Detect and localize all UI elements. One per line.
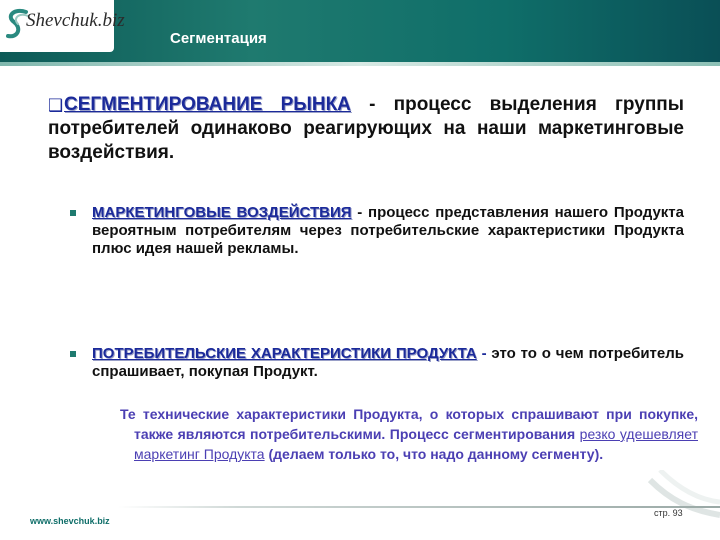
bullet-term: ПОТРЕБИТЕЛЬСКИЕ ХАРАКТЕРИСТИКИ ПРОДУКТА [92,345,477,362]
definition-paragraph [48,93,684,165]
bullet-text: это то о чем потребитель спрашивает, покупая Продукт. [92,345,684,380]
definition-text: - процесс выделения группы потребителей одинаково реагирующих на наши маркетинговые воздействия. [48,94,684,163]
logo[interactable] [0,0,125,52]
note-text-end: (делаем только то, что надо данному сегменту). [264,446,604,462]
corner-decoration-icon [630,470,720,540]
footer-url[interactable]: www.shevchuk.biz [30,516,110,526]
note-paragraph [120,404,698,464]
checkbox-bullet-icon: ❑ [48,96,64,115]
slide-title: Сегментация [170,30,267,47]
note-link[interactable]: резко удешевляет маркетинг Продукта [134,426,698,462]
logo-text: Shevchuk.biz [26,10,125,31]
bullet-text: процесс представления нашего Продукта вероятным потребителям через потребительские характеристики Продукта плюс идея нашей рекламы. [92,204,684,257]
bullet-marketing-impact [92,204,684,258]
bullet-dash: - [476,345,492,362]
bullet-dash: - [351,204,369,221]
note-text: Те технические характеристики Продукта, о которых спрашивают при покупке, также являются потребительскими. Процесс сегментирования [120,406,698,442]
header-stripe [0,62,720,66]
page-number: стр. 93 [654,508,683,518]
square-bullet-icon [70,351,76,357]
square-bullet-icon [70,210,76,216]
definition-term: СЕГМЕНТИРОВАНИЕ РЫНКА [64,94,351,115]
footer-divider [118,506,720,508]
bullet-consumer-characteristics [92,345,684,381]
bullet-term: МАРКЕТИНГОВЫЕ ВОЗДЕЙСТВИЯ [92,204,352,221]
